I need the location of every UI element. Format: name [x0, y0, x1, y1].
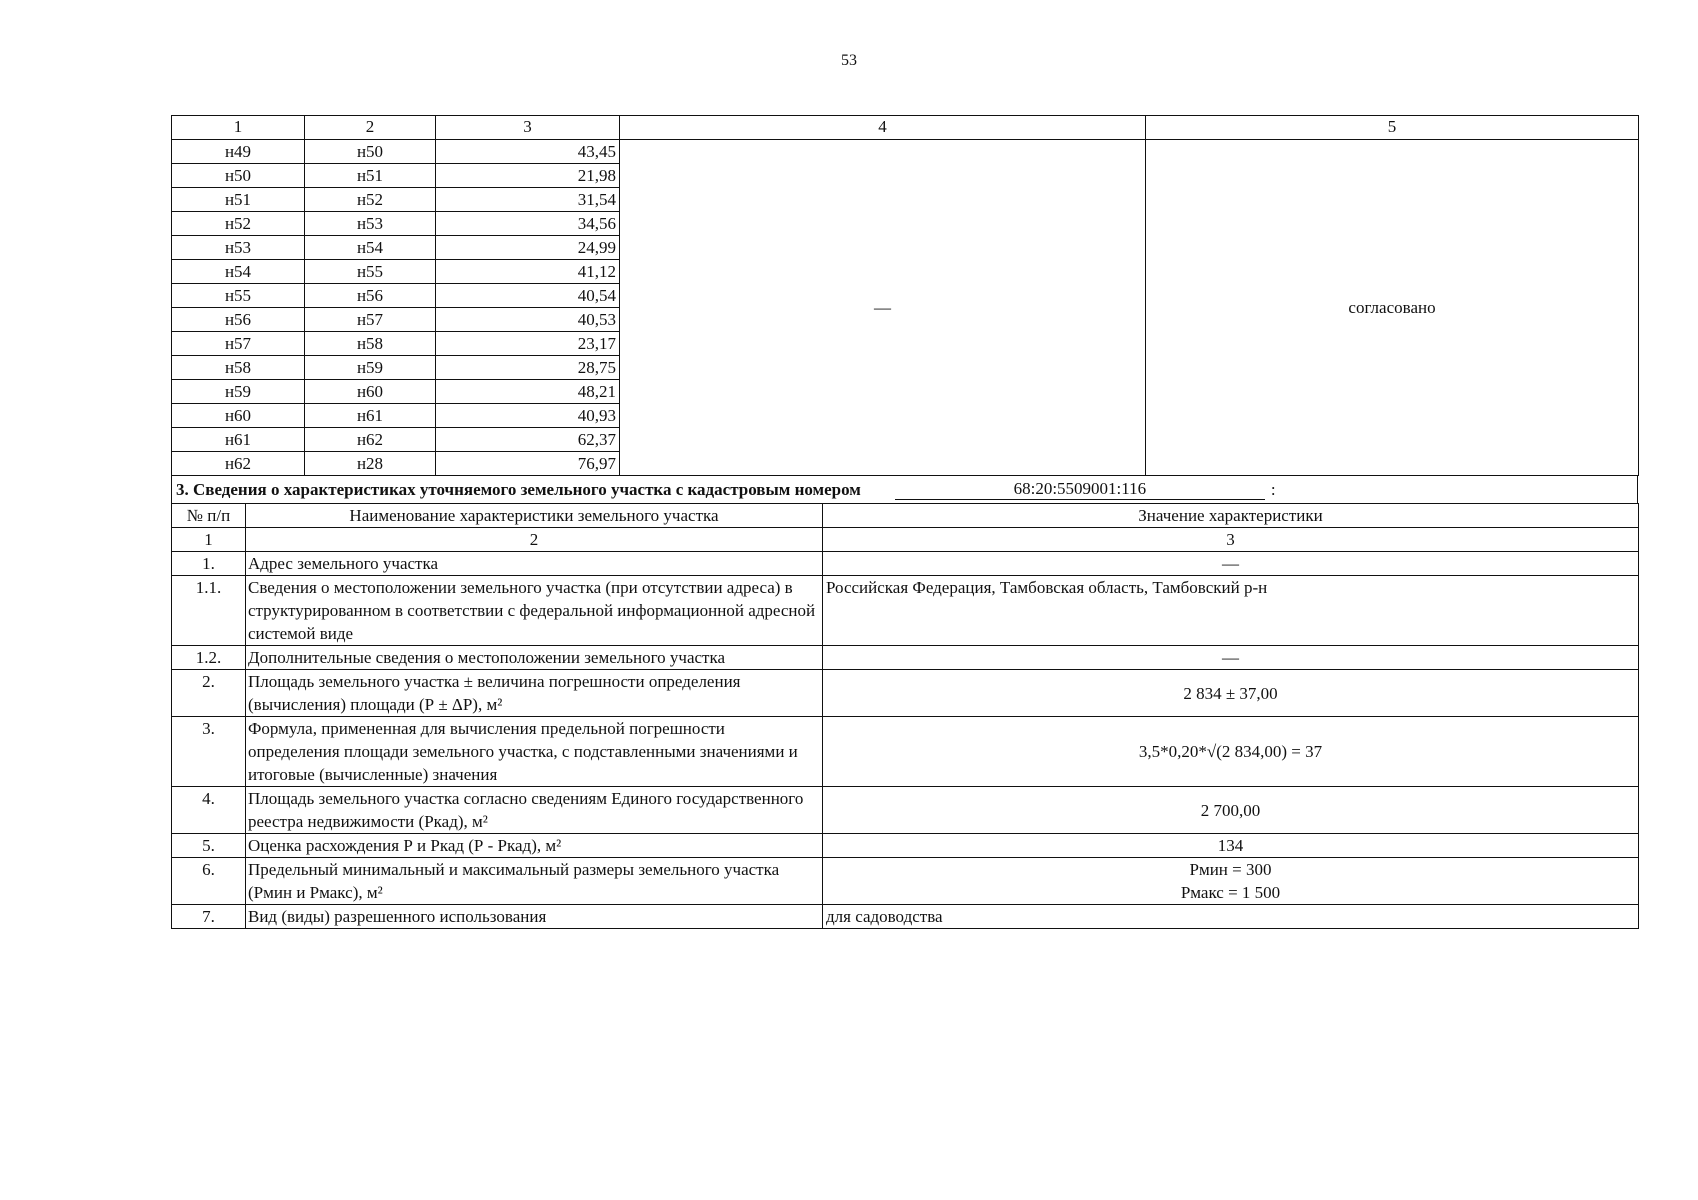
index-name: 2: [246, 528, 823, 552]
point-from: н52: [172, 212, 305, 236]
row-number: 7.: [172, 905, 246, 929]
characteristic-name: Сведения о местоположении земельного участка (при отсутствии адреса) в структурированном в соответствии с федеральной информационной адресной системой виде: [246, 576, 823, 646]
segment-length: 28,75: [436, 356, 620, 380]
characteristic-row: [172, 576, 1639, 646]
point-to: н60: [305, 380, 436, 404]
segment-length: 48,21: [436, 380, 620, 404]
characteristic-row: [172, 787, 1639, 834]
row-number: 6.: [172, 858, 246, 905]
row-number: 1.1.: [172, 576, 246, 646]
point-from: н58: [172, 356, 305, 380]
point-from: н54: [172, 260, 305, 284]
point-to: н58: [305, 332, 436, 356]
segment-length: 41,12: [436, 260, 620, 284]
page-number: 53: [841, 52, 857, 69]
characteristic-name: Площадь земельного участка ± величина погрешности определения (вычисления) площади (Р ± ΔР), м²: [246, 670, 823, 717]
point-to: н54: [305, 236, 436, 260]
section-3-heading: [171, 476, 1638, 503]
index-num: 1: [172, 528, 246, 552]
point-from: н61: [172, 428, 305, 452]
boundary-table-header: [172, 116, 1639, 140]
segment-length: 31,54: [436, 188, 620, 212]
value-line: Рмин = 300: [1189, 860, 1272, 879]
characteristic-name: Адрес земельного участка: [246, 552, 823, 576]
characteristic-row: [172, 717, 1639, 787]
row-number: 2.: [172, 670, 246, 717]
column-4-value: —: [620, 140, 1146, 476]
characteristics-header: [172, 504, 1639, 528]
segment-length: 40,53: [436, 308, 620, 332]
point-to: н51: [305, 164, 436, 188]
cadastral-number: 68:20:5509001:116: [895, 479, 1265, 500]
characteristic-row: [172, 905, 1639, 929]
section-3-colon: :: [1270, 480, 1276, 499]
point-to: н50: [305, 140, 436, 164]
point-to: н55: [305, 260, 436, 284]
point-from: н55: [172, 284, 305, 308]
segment-length: 24,99: [436, 236, 620, 260]
characteristic-row: [172, 670, 1639, 717]
segment-length: 40,54: [436, 284, 620, 308]
point-from: н49: [172, 140, 305, 164]
header-num: № п/п: [172, 504, 246, 528]
point-from: н59: [172, 380, 305, 404]
header-value: Значение характеристики: [823, 504, 1639, 528]
point-from: н56: [172, 308, 305, 332]
point-to: н59: [305, 356, 436, 380]
row-number: 4.: [172, 787, 246, 834]
segment-length: 34,56: [436, 212, 620, 236]
characteristic-name: Вид (виды) разрешенного использования: [246, 905, 823, 929]
point-from: н51: [172, 188, 305, 212]
point-to: н56: [305, 284, 436, 308]
characteristic-name: Площадь земельного участка согласно сведениям Единого государственного реестра недвижимости (Ркад), м²: [246, 787, 823, 834]
point-to: н53: [305, 212, 436, 236]
point-from: н57: [172, 332, 305, 356]
point-from: н62: [172, 452, 305, 476]
row-number: 3.: [172, 717, 246, 787]
point-to: н28: [305, 452, 436, 476]
point-from: н60: [172, 404, 305, 428]
characteristics-index-row: [172, 528, 1639, 552]
section-3-title: 3. Сведения о характеристиках уточняемого земельного участка с кадастровым номером: [176, 480, 861, 499]
characteristic-name: Дополнительные сведения о местоположении земельного участка: [246, 646, 823, 670]
document-body: [171, 115, 1638, 929]
segment-length: 62,37: [436, 428, 620, 452]
boundary-row: [172, 140, 1639, 164]
characteristic-value: —: [823, 646, 1639, 670]
segment-length: 23,17: [436, 332, 620, 356]
header-cell: 1: [172, 116, 305, 140]
characteristic-value: 134: [823, 834, 1639, 858]
characteristic-value: 2 834 ± 37,00: [823, 670, 1639, 717]
value-line: Рмакс = 1 500: [1180, 883, 1281, 902]
characteristic-row: [172, 834, 1639, 858]
point-from: н53: [172, 236, 305, 260]
characteristic-row: [172, 552, 1639, 576]
point-to: н62: [305, 428, 436, 452]
point-to: н52: [305, 188, 436, 212]
characteristic-row: [172, 646, 1639, 670]
point-to: н61: [305, 404, 436, 428]
characteristic-value: [823, 858, 1639, 905]
characteristic-value: 3,5*0,20*√(2 834,00) = 37: [823, 717, 1639, 787]
header-name: Наименование характеристики земельного участка: [246, 504, 823, 528]
characteristic-row: [172, 858, 1639, 905]
header-cell: 4: [620, 116, 1146, 140]
characteristic-name: Предельный минимальный и максимальный размеры земельного участка (Рмин и Рмакс), м²: [246, 858, 823, 905]
header-cell: 2: [305, 116, 436, 140]
characteristic-value: —: [823, 552, 1639, 576]
approval-status: согласовано: [1146, 140, 1639, 476]
characteristic-name: Оценка расхождения Р и Ркад (Р - Ркад), м²: [246, 834, 823, 858]
row-number: 5.: [172, 834, 246, 858]
segment-length: 40,93: [436, 404, 620, 428]
index-value: 3: [823, 528, 1639, 552]
header-cell: 5: [1146, 116, 1639, 140]
row-number: 1.: [172, 552, 246, 576]
point-to: н57: [305, 308, 436, 332]
characteristic-value: для садоводства: [823, 905, 1639, 929]
segment-length: 43,45: [436, 140, 620, 164]
header-cell: 3: [436, 116, 620, 140]
characteristic-value: 2 700,00: [823, 787, 1639, 834]
characteristic-value: Российская Федерация, Тамбовская область, Тамбовский р-н: [823, 576, 1639, 646]
segment-length: 21,98: [436, 164, 620, 188]
point-from: н50: [172, 164, 305, 188]
boundary-table: [171, 115, 1639, 476]
characteristics-table: [171, 503, 1639, 929]
characteristic-name: Формула, примененная для вычисления предельной погрешности определения площади земельного участка, с подставленными значениями и итоговые (вычисленные) значения: [246, 717, 823, 787]
segment-length: 76,97: [436, 452, 620, 476]
row-number: 1.2.: [172, 646, 246, 670]
